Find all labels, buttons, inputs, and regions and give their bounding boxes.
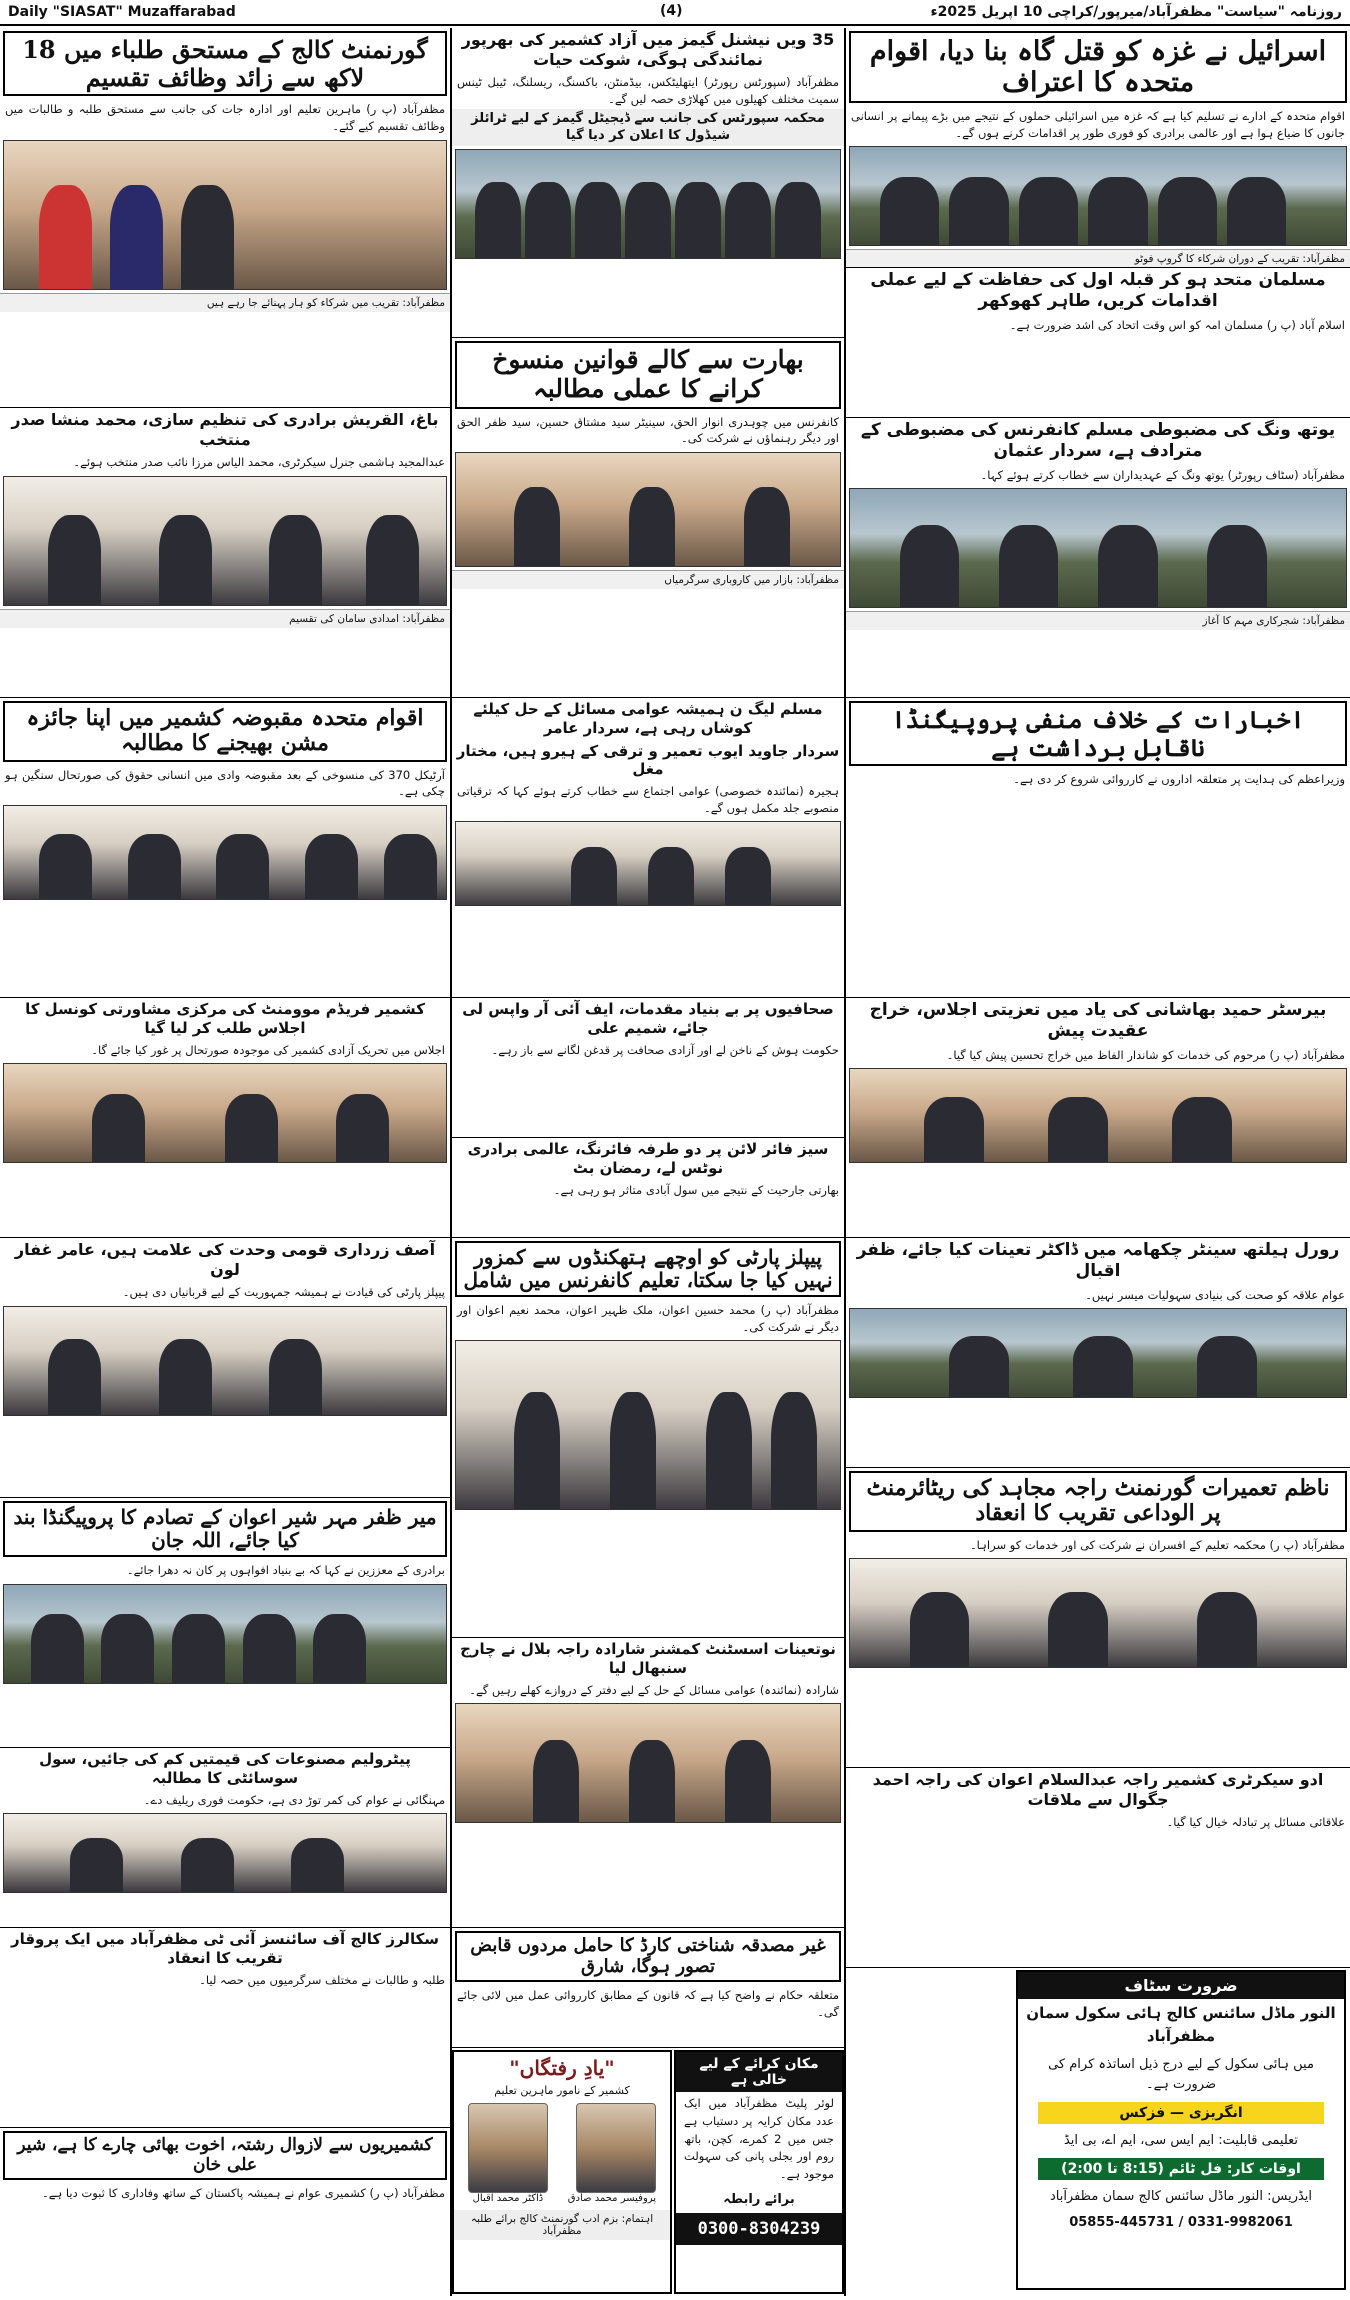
ad-phone: 0300-8304239 (676, 2213, 842, 2245)
memorial-title: "یادِ رفتگاں" (509, 2056, 615, 2080)
headline: پیپلز پارٹی کو اوچھے ہتھکنڈوں سے کمزور نہیں کیا جا سکتا، تعلیم کانفرنس میں شامل (455, 1241, 841, 1297)
masthead-dateline: روزنامہ "سیاست" مظفرآباد/میرپور/کراچی 10 اپریل 2025ء (930, 4, 1342, 20)
story-body: حکومت ہوش کے ناخن لے اور آزادی صحافت پر قدغن لگانے سے باز رہے۔ (491, 1042, 839, 1057)
story-propaganda (0, 1498, 450, 1748)
ad-staff-required (1016, 1970, 1346, 2290)
story-petroleum (0, 1748, 450, 1928)
ad-address: ایڈریس: النور ماڈل سائنس کالج سمان مظفرآباد (1049, 2188, 1313, 2204)
story-photo (455, 452, 841, 567)
memorial-footer: اہتمام: بزم ادب گورنمنٹ کالج برائے طلبہ مظفرآباد (454, 2210, 670, 2240)
headline: بھارت سے کالے قوانین منسوخ کرانے کا عملی مطالبہ (455, 341, 841, 409)
story-photo (455, 821, 841, 906)
story-zardari (0, 1238, 450, 1498)
portrait-name: ڈاکٹر محمد اقبال (472, 2193, 544, 2204)
column-right (846, 28, 1350, 2296)
story-journalists (452, 998, 844, 1138)
portrait-photo (468, 2103, 548, 2193)
headline: نوتعینات اسسٹنٹ کمشنر شارادہ راجہ بلال نے چارج سنبھال لیا (460, 1640, 836, 1677)
photo-caption: مظفرآباد: تقریب میں شرکاء کو ہار پہنائے جا رہے ہیں (0, 293, 450, 312)
story-photo (849, 1558, 1347, 1668)
headline: سیز فائر لائن پر دو طرفہ فائرنگ، عالمی برادری نوٹس لے، رمضان بٹ (467, 1140, 829, 1177)
subheadline: سردار جاوید ایوب تعمیر و ترقی کے ہیرو ہیں، مختار مغل (456, 741, 840, 779)
headline: یوتھ ونگ کی مضبوطی مسلم کانفرنس کی مضبوطی کے مترادف ہے، سردار عثمان (860, 420, 1336, 462)
headline: 35 ویں نیشنل گیمز میں آزاد کشمیر کی بھرپور نمائندگی ہوگی، شوکت حیات (461, 30, 835, 69)
ad-contact-label: برائے رابطہ (723, 2192, 795, 2208)
story-photo (3, 1063, 447, 1163)
story-body: اسلام آباد (پ ر) مسلمان امہ کو اس وقت اتحاد کی اشد ضرورت ہے۔ (1009, 317, 1345, 332)
headline: اسرائیل نے غزہ کو قتل گاہ بنا دیا، اقوام متحدہ کا اعتراف (849, 31, 1347, 103)
story-body: مظفرآباد (پ ر) محکمہ تعلیم کے افسران نے شرکت کی اور خدمات کو سراہا۔ (969, 1537, 1345, 1552)
headline: کشمیریوں سے لازوال رشتہ، اخوت بھائی چارے کا ہے، شیر علی خان (3, 2131, 447, 2180)
photo-caption: مظفرآباد: بازار میں کاروباری سرگرمیاں (452, 570, 844, 589)
ad-body: لوئر پلیٹ مظفرآباد میں ایک عدد مکان کرایہ پر دستیاب ہے جس میں 2 کمرے، کچن، باتھ روم اور بجلی پانی کی سہولت موجود ہے۔ (684, 2096, 834, 2182)
story-photo (455, 1703, 841, 1823)
story-body: مظفرآباد (پ ر) مرحوم کی خدمات کو شاندار الفاظ میں خراج تحسین پیش کیا گیا۔ (946, 1047, 1345, 1062)
story-un-mission (0, 698, 450, 998)
story-photo (3, 140, 447, 290)
headline: پیٹرولیم مصنوعات کی قیمتیں کم کی جائیں، سول سوسائٹی کا مطالبہ (39, 1750, 411, 1787)
ad-timing: اوقات کار: فل ٹائم (8:15 تا 2:00) (1038, 2158, 1324, 2180)
story-black-laws (452, 338, 844, 698)
story-body: اجلاس میں تحریک آزادی کشمیر کی موجودہ صورتحال پر غور کیا جائے گا۔ (91, 1042, 445, 1057)
headline: باغ، القریش برادری کی تنظیم سازی، محمد منشا صدر منتخب (11, 410, 439, 449)
story-national-games (452, 28, 844, 338)
story-photo (3, 805, 447, 900)
headline: میر ظفر مہر شیر اعوان کے تصادم کا پروپیگنڈا بند کیا جائے، اللہ جان (3, 1501, 447, 1557)
story-retirement (846, 1468, 1350, 1768)
story-newspapers (846, 698, 1350, 998)
story-body: اقوام متحدہ کے ادارے نے تسلیم کیا ہے کہ غزہ میں اسرائیلی حملوں کے نتیجے میں بڑے پیمانے پر انسانی جانوں کا ضیاع ہوا ہے اور عالمی برادری کو فوری طور پر اقدامات کرنے ہوں گے۔ (851, 109, 1345, 140)
story-body: شارادہ (نمائندہ) عوامی مسائل کے حل کے لیے دفتر کے دروازے کھلے رہیں گے۔ (469, 1682, 839, 1697)
masthead-brand: Daily "SIASAT" Muzaffarabad (8, 4, 236, 20)
headline: مسلمان متحد ہو کر قبلہ اول کی حفاظت کے لیے عملی اقدامات کریں، طاہر کھوکھر (870, 270, 1326, 312)
story-photo (3, 1813, 447, 1893)
story-id-card (452, 1928, 844, 2048)
story-body: عوام علاقہ کو صحت کی بنیادی سہولیات میسر نہیں۔ (1085, 1287, 1345, 1302)
story-body: متعلقہ حکام نے واضح کیا ہے کہ قانون کے مطابق کارروائی عمل میں لائی جائے گی۔ (457, 1988, 839, 2020)
memorial-subtitle: کشمیر کے نامور ماہرین تعلیم (494, 2084, 630, 2097)
story-photo (849, 1308, 1347, 1398)
headline: مسلم لیگ ن ہمیشہ عوامی مسائل کے حل کیلئے کوشاں رہی ہے، سردار عامر (473, 700, 823, 737)
headline: اخبارات کے خلاف منفی پروپیگنڈا ناقابل برداشت ہے (849, 701, 1347, 766)
story-photo (3, 476, 447, 606)
ad-school-name: النور ماڈل سائنس کالج ہائی سکول سمان مظفرآباد (1026, 2004, 1336, 2046)
story-body: آرٹیکل 370 کی منسوخی کے بعد مقبوضہ وادی میں انسانی حقوق کی صورتحال سنگین ہو چکی ہے۔ (5, 767, 445, 799)
page-number: (4) (660, 3, 683, 19)
story-body: وزیراعظم کی ہدایت پر متعلقہ اداروں نے کارروائی شروع کر دی ہے۔ (1013, 772, 1345, 787)
story-freedom-movement (0, 998, 450, 1238)
story-qibla (846, 268, 1350, 418)
story-body: ہجیرہ (نمائندہ خصوصی) عوامی اجتماع سے خطاب کرتے ہوئے کہا کہ ترقیاتی منصوبے جلد مکمل ہوں گے۔ (457, 784, 839, 815)
story-scholars-college (0, 1928, 450, 2128)
story-body: مظفرآباد (پ ر) ماہرین تعلیم اور ادارہ جات کی جانب سے مستحق طلبہ و طالبات میں وظائف تقسیم کیے گئے۔ (5, 102, 445, 133)
story-body: مظفرآباد (سٹاف رپورٹر) یوتھ ونگ کے عہدیداران سے خطاب کرتے ہوئے کہا۔ (980, 467, 1345, 482)
headline: ناظم تعمیرات گورنمنٹ راجہ مجاہد کی ریٹائرمنٹ پر الوداعی تقریب کا انعقاد (849, 1471, 1347, 1532)
masthead (0, 0, 1350, 26)
story-photo (849, 1068, 1347, 1163)
photo-caption: مظفرآباد: شجرکاری مہم کا آغاز (846, 611, 1350, 630)
story-body: کانفرنس میں چوہدری انوار الحق، سینیٹر سید مشتاق حسین، سید ظفر الحق اور دیگر رہنماؤں نے شرکت کی۔ (457, 414, 839, 446)
story-qureshi (0, 408, 450, 698)
portrait-photo (576, 2103, 656, 2193)
headline: سکالرز کالج آف سائنسز آئی ٹی مظفرآباد میں ایک پروقار تقریب کا انعقاد (10, 1930, 440, 1967)
photo-caption: مظفرآباد: امدادی سامان کی تقسیم (0, 609, 450, 628)
story-condolence (846, 998, 1350, 1238)
story-photo (3, 1306, 447, 1416)
story-body: طلبہ و طالبات نے مختلف سرگرمیوں میں حصہ لیا۔ (199, 1972, 445, 1987)
story-photo (455, 149, 841, 259)
ad-subjects: انگریزی — فزکس (1038, 2102, 1324, 2124)
column-middle (452, 28, 844, 2296)
story-body: بھارتی جارحیت کے نتیجے میں سول آبادی متاثر ہو رہی ہے۔ (553, 1182, 839, 1197)
story-sher-ali (0, 2128, 450, 2296)
story-body: مظفرآباد (پ ر) کشمیری عوام نے ہمیشہ پاکستان کے ساتھ وفاداری کا ثبوت دیا ہے۔ (42, 2186, 445, 2201)
story-body: مہنگائی نے عوام کی کمر توڑ دی ہے، حکومت فوری ریلیف دے۔ (143, 1792, 445, 1807)
story-gaza (846, 28, 1350, 268)
headline: بیرسٹر حمید بھاشانی کی یاد میں تعزیتی اجلاس، خراج عقیدت پیش (869, 1000, 1327, 1042)
headline: ادو سیکرٹری کشمیر راجہ عبدالسلام اعوان کی راجہ احمد جگوال سے ملاقات (872, 1770, 1324, 1809)
ad-line: میں ہائی سکول کے لیے درج ذیل اساتذہ کرام کی ضرورت ہے۔ (1048, 2056, 1314, 2092)
story-scholarships (0, 28, 450, 408)
portrait-name: پروفیسر محمد صادق (567, 2193, 657, 2204)
subheadline: محکمہ سپورٹس کی جانب سے ڈیجیٹل گیمز کے لیے ٹرائلز شیڈول کا اعلان کر دیا گیا (452, 109, 844, 146)
headline: غیر مصدقہ شناختی کارڈ کا حامل مردوں قابض تصور ہوگا، شارق (455, 1931, 841, 1982)
memorial-notice (452, 2050, 672, 2294)
story-body: پیپلز پارٹی کی قیادت نے ہمیشہ جمہوریت کے لیے قربانیاں دی ہیں۔ (122, 1285, 445, 1299)
story-body: علاقائی مسائل پر تبادلہ خیال کیا گیا۔ (1166, 1815, 1345, 1829)
ad-qualification: تعلیمی قابلیت: ایم ایس سی، ایم اے، بی ایڈ (1063, 2132, 1299, 2148)
story-photo (849, 146, 1347, 246)
column-left (0, 28, 450, 2296)
story-ppp-education (452, 1238, 844, 1638)
story-body: مظفرآباد (پ ر) محمد حسین اعوان، ملک ظہیر اعوان، محمد نعیم اعوان اور دیگر نے شرکت کی۔ (457, 1303, 839, 1334)
headline: آصف زرداری قومی وحدت کی علامت ہیں، عامر غفار لون (14, 1240, 436, 1279)
story-photo (455, 1340, 841, 1510)
ad-house-rent (674, 2050, 844, 2294)
story-ceasefire (452, 1138, 844, 1238)
ad-title: ضرورت سٹاف (1018, 1972, 1344, 1999)
story-photo (3, 1584, 447, 1684)
story-photo (849, 488, 1347, 608)
headline: صحافیوں پر بے بنیاد مقدمات، ایف آئی آر واپس لی جائے، شمیم علی (462, 1000, 834, 1037)
headline: کشمیر فریڈم موومنٹ کی مرکزی مشاورتی کونسل کا اجلاس طلب کر لیا گیا (25, 1000, 425, 1037)
story-meeting (846, 1768, 1350, 1968)
story-youth-wing (846, 418, 1350, 698)
story-pmln (452, 698, 844, 998)
story-assistant-commissioner (452, 1638, 844, 1928)
story-body: عبدالمجید ہاشمی جنرل سیکرٹری، محمد الیاس مرزا نائب صدر منتخب ہوئے۔ (73, 455, 445, 469)
headline: اقوام متحدہ مقبوضہ کشمیر میں اپنا جائزہ مشن بھیجنے کا مطالبہ (3, 701, 447, 762)
headline: رورل ہیلتھ سینٹر چکھامہ میں ڈاکٹر تعینات کیا جائے، ظفر اقبال (856, 1240, 1340, 1282)
story-health-centre (846, 1238, 1350, 1468)
ad-phone: 05855-445731 / 0331-9982061 (1069, 2215, 1293, 2231)
ad-title: مکان کرائے کے لیے خالی ہے (676, 2052, 842, 2092)
photo-caption: مظفرآباد: تقریب کے دوران شرکاء کا گروپ فوٹو (846, 249, 1350, 268)
story-body: برادری کے معززین نے کہا کہ بے بنیاد افواہوں پر کان نہ دھرا جائے۔ (126, 1563, 445, 1577)
headline: گورنمنٹ کالج کے مستحق طلباء میں 18 لاکھ سے زائد وظائف تقسیم (3, 31, 447, 96)
story-body: مظفرآباد (سپورٹس رپورٹر) ایتھلیٹکس، بیڈمنٹن، باکسنگ، ریسلنگ، ٹیبل ٹینس سمیت مختلف کھیلوں میں کھلاڑی حصہ لیں گے۔ (457, 75, 839, 106)
